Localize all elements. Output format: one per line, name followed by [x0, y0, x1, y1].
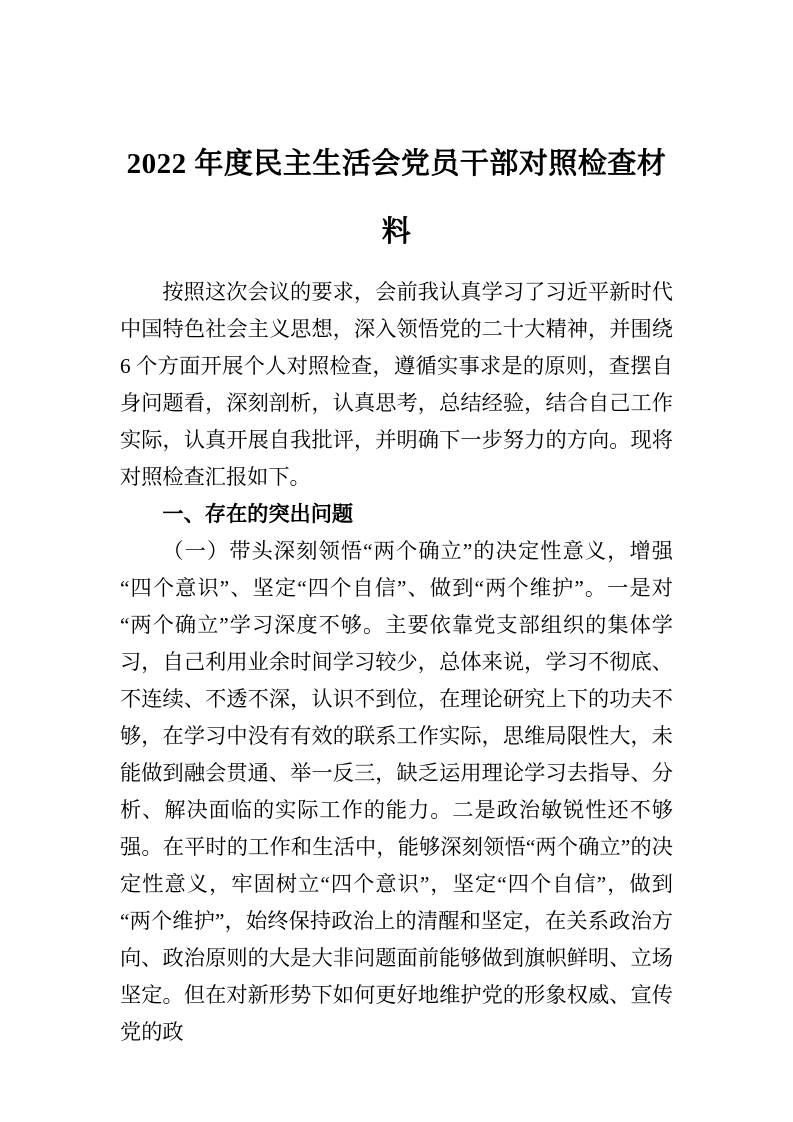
intro-paragraph: 按照这次会议的要求，会前我认真学习了习近平新时代中国特色社会主义思想，深入领悟党的二十大精神，并围绕6 个方面开展个人对照检查，遵循实事求是的原则，查摆自身问题看，深刻剖析，认真思考，总结经验，结合自己工作实际，认真开展自我批评，并明确下一步努力的方向。现将对照检查汇报如下。 [120, 280, 673, 489]
section-1-paragraph: （一）带头深刻领悟“两个确立”的决定性意义，增强“四个意识”、坚定“四个自信”、做到“两个维护”。一是对“两个确立”学习深度不够。主要依靠党支部组织的集体学习，自己利用业余时间学习较少，总体来说，学习不彻底、不连续、不透不深，认识不到位，在理论研究上下的功夫不够，在学习中没有有效的联系工作实际，思维局限性大，未能做到融会贯通、举一反三，缺乏运用理论学习去指导、分析、解决面临的实际工作的能力。二是政治敏锐性还不够强。在平时的工作和生活中，能够深刻领悟“两个确立”的决定性意义，牢固树立“四个意识”，坚定“四个自信”，做到“两个维护”，始终保持政治上的清醒和坚定，在关系政治方向、政治原则的大是大非问题面前能够做到旗帜鲜明、立场坚定。但在对新形势下如何更好地维护党的形象权威、宣传党的政 [120, 539, 673, 1044]
section-1-heading: 一、存在的突出问题 [162, 503, 354, 526]
document-title: 2022 年度民主生活会党员干部对照检查材料 [126, 148, 667, 248]
